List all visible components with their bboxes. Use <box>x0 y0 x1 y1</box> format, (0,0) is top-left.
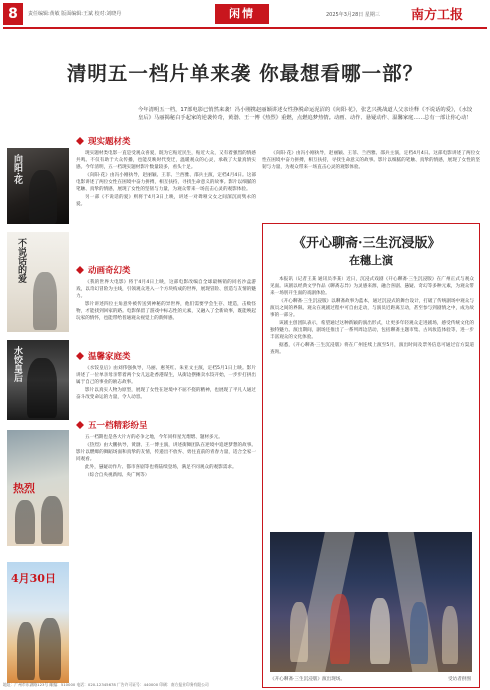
paragraph: 五一档期也是各大片方的必争之地，今年同样星光熠熠、题材多元。 <box>85 435 223 440</box>
paragraph: 据悉，《开心聊斋·三生沉浸版》将在广州连续上演至5月，演出时间及票务信息可通过官方渠道查询。 <box>270 343 474 355</box>
paragraph: 影片以真实人物为原型，展现了女性在逆境中不屈不挠的精神，也展现了平凡人通过奋斗改变命运的力量，令人动容。 <box>76 388 256 400</box>
paragraph: 此外，悬疑动作片、都市喜剧等也将陆续登场，满足不同观众的观影需求。 <box>85 465 237 470</box>
editors-line: 责任编辑:黄敏 版面编辑:王斌 校对:刘晓丹 <box>28 11 122 17</box>
box-subtitle: 在穗上演 <box>349 254 393 267</box>
section-heading: 温馨家庭类 <box>76 350 131 364</box>
newspaper-logo: 南方工报 <box>411 8 464 23</box>
article-body <box>76 150 256 250</box>
box-title: 《开心聊斋·三生沉浸版》 <box>293 236 441 251</box>
issue-date: 2025年3月28日 星期三 <box>326 12 380 18</box>
paragraph: 影片讲述四位主角意外被传送到神秘的异世界，他们需要学会生存、建造，击败怪物，才能找到回家的路。电影保留了游戏中标志性的元素，又融入了全新故事，既能唤起玩家的情怀，也能带给普通观众视觉上的新鲜感。 <box>76 302 256 321</box>
photo-credit: 受访者供图 <box>448 677 471 682</box>
section-heading: 动画奇幻类 <box>76 264 131 278</box>
poster-image <box>7 430 69 546</box>
paragraph: 现实题材类电影一直是受观众喜爱，既为它贴近民生，贴近大众，又有着强烈的情感共鸣。不仅有助于大众传播，也能反映时代变迁，温暖观众的心灵，承载了大量真情实感。今年清明，五一档现实题材影片数量较多，看头十足。 <box>76 151 256 170</box>
section-heading: 五一档精彩纷呈 <box>76 419 148 433</box>
page-footer: 地址：广州市东湖路123号 邮编：510000 电话：020-12345678 广告许可证号：440000 印刷：南方报业印务有限公司 <box>3 682 209 687</box>
poster-title: 水饺皇后 <box>12 346 22 382</box>
lead-paragraph: 今年清明五一档，17部电影已悄然来袭！冯小刚携赵丽颖讲述女性挣脱命运泥沼的《向阳·花》，张艺兴挑战道人父亲诠释《不说话的爱》，《水饺皇后》马丽揭秘白手起家的逆袭传奇，黄渤、王一博《热烈》重燃，点燃追梦热情。动画、动作、悬疑动作、温馨家庭……总有一部让你心动！ <box>138 107 473 122</box>
paragraph: 《水饺皇后》由刘伟强执导，马丽、惠英红、朱亚文主演，定档5月1日上映。影片讲述了一位单亲母亲带着两个女儿远赴香港谋生，从街边摆摊卖水饺开始，一步步打拼出属于自己的事业的励志故事。 <box>76 366 256 385</box>
poster-title: 4月30日 <box>11 572 56 585</box>
paragraph: 《热烈》由大鹏执导，黄渤、王一博主演，讲述街舞团队在逆境中追逐梦想的故事。影片以燃爆的舞蹈场面和真挚的友情，传递出不放弃、勇往直前的青春力量，适合全家一同观看。 <box>76 443 256 462</box>
masthead <box>3 3 487 29</box>
poster-title: 不说话的爱 <box>16 238 26 283</box>
poster-image <box>7 232 69 332</box>
page-number: 8 <box>3 3 23 25</box>
poster-image <box>7 148 69 224</box>
poster-image <box>7 562 69 683</box>
article-body <box>262 150 480 218</box>
poster-title: 热烈 <box>13 482 35 495</box>
stage-photo <box>270 532 472 672</box>
box-body <box>270 276 474 357</box>
page-headline: 清明五一档片单来袭 你最想看哪一部？ <box>66 62 424 85</box>
paragraph: 另一部《不说话的爱》则将于4月3日上映，讲述一对聋哑父女之间深沉而隽永的爱。 <box>76 195 256 207</box>
paragraph: 《向阳·花》由冯小刚执导，赵丽颖、王菲、兰西雅、邵兵主演，定档4月4日。这部电影讲述了两位女性在困境中奋力拼搏，相互扶持，寻找生命意义的故事。影片以细腻的笔触、真挚的情感，展现了女性的坚韧与力量，为观众带来一场直击心灵的观影体验。 <box>76 173 256 192</box>
section-heading: 现实题材类 <box>76 135 131 149</box>
section-badge: 闲情 <box>215 4 269 24</box>
paragraph: 本报讯（记者王某 通讯员李某）近日，沉浸式戏剧《开心聊斋·三生沉浸版》在广州正式与观众见面。该剧以经典文学作品《聊斋志异》为灵感来源，融合喜剧、悬疑、奇幻等多种元素，为观众带来一场别开生面的戏剧体验。 <box>270 277 474 296</box>
article-body <box>76 365 256 415</box>
paragraph: 《开心聊斋·三生沉浸版》以聊斋故事为蓝本，通过沉浸式的舞台设计，打破了传统剧场中观众与演员之间的界限。观众在观剧过程中可自由走动，与演员近距离互动，甚至参与到剧情之中，成为故事的一部分。 <box>270 299 474 318</box>
paragraph: 该剧主创团队表示，希望通过这种新颖的演出形式，让更多年轻观众走进剧场，感受传统文化的独特魅力。演出期间，剧场还推出了一系列周边活动，包括聊斋主题市集、古风妆造体验等，进一步丰富观众的文化体验。 <box>270 321 474 340</box>
poster-title: 向阳·花 <box>12 154 22 185</box>
article-body <box>76 434 256 676</box>
poster-image <box>7 340 69 420</box>
boxed-article <box>262 223 480 688</box>
paragraph: 《向阳·花》由冯小刚执导，赵丽颖、王菲、兰西雅、邵兵主演，定档4月4日。这部电影讲述了两位女性在困境中奋力拼搏，相互扶持，寻找生命意义的故事。影片以细腻的笔触、真挚的情感，展现了女性的坚韧与力量，为观众带来一场直击心灵的观影体验。 <box>262 151 480 170</box>
paragraph: 《我的世界大电影》将于4月4日上映，这部电影改编自全球最畅销的同名沙盒游戏，以奇幻冒险为主线，引领观众进入一个方块构成的世界，展现冒险、创造与友情的魅力。 <box>76 280 256 299</box>
poster-column <box>7 148 71 683</box>
photo-caption: 《开心聊斋·三生沉浸版》演出现场。 <box>270 677 345 682</box>
article-body <box>76 279 256 345</box>
paragraph: （综合自央视新闻、央广网等） <box>85 473 150 478</box>
